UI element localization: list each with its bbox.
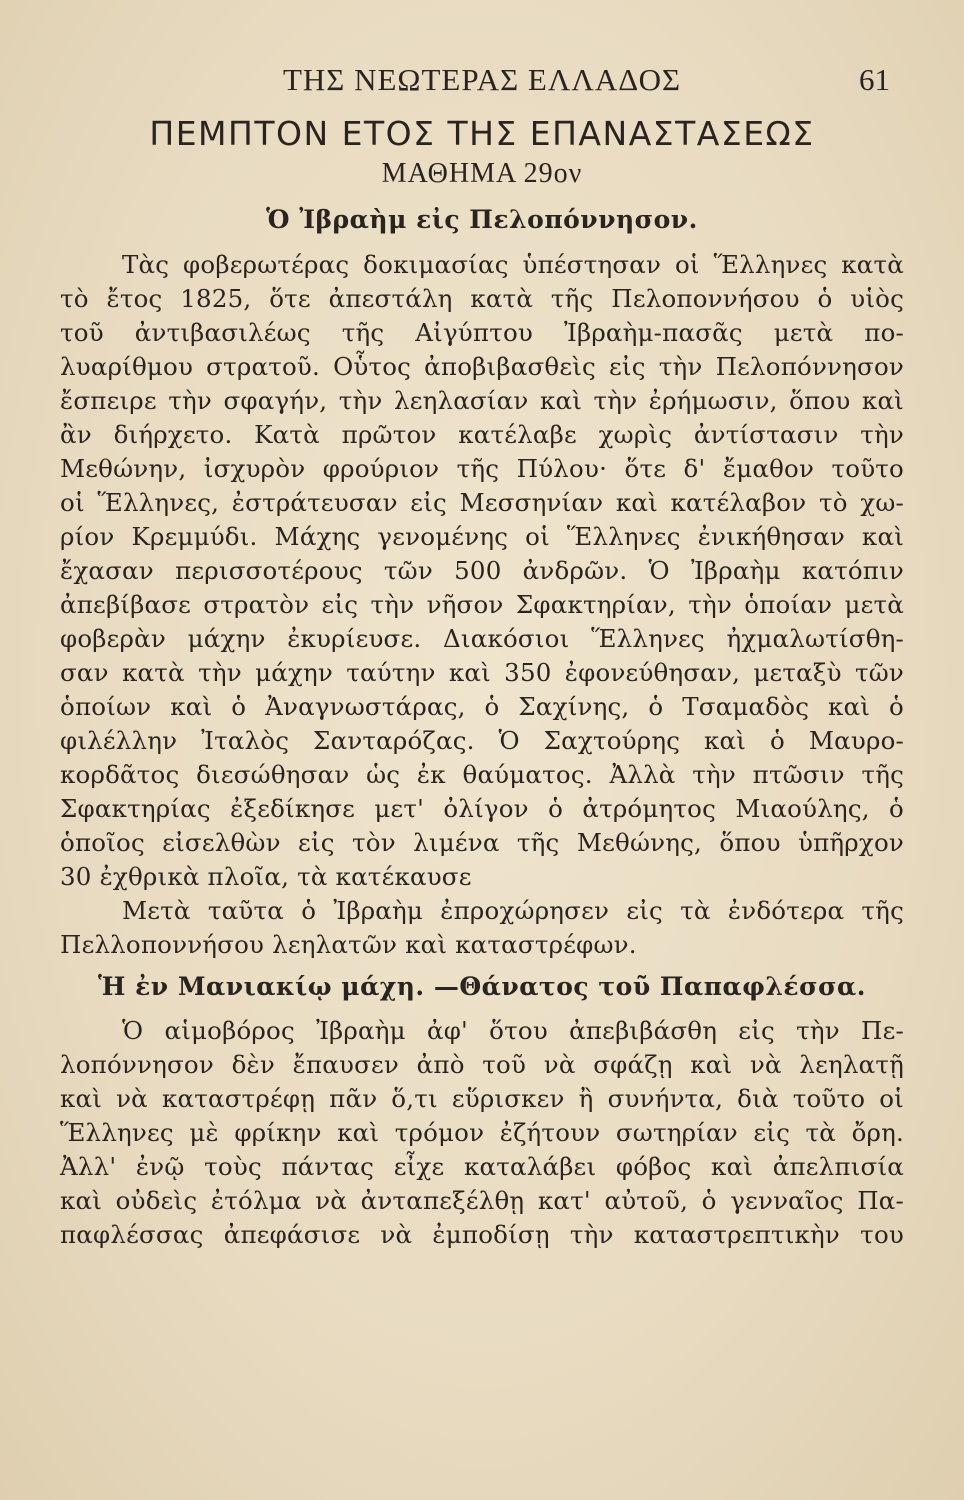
- text-line: ὁποῖος εἰσελθὼν εἰς τὸν λιμένα τῆς Μεθώνης, ὅπου ὑπῆρχον: [60, 828, 904, 857]
- text-line: ἂν διήρχετο. Κατὰ πρῶτον κατέλαβε χωρὶς ἀντίστασιν τὴν: [60, 420, 904, 449]
- text-line: τοῦ ἀντιβασιλέως τῆς Αἰγύπτου Ἰβραὴμ-πασᾶς μετὰ πο-: [60, 318, 904, 347]
- text-line: ἀπεβίβασε στρατὸν εἰς τὴν νῆσον Σφακτηρίαν, τὴν ὁποίαν μετὰ: [60, 590, 904, 619]
- text-line: τὸ ἔτος 1825, ὅτε ἀπεστάλη κατὰ τῆς Πελοποννήσου ὁ υἱὸς: [60, 284, 904, 313]
- text-line: Μεθώνην, ἰσχυρὸν φρούριον τῆς Πύλου· ὅτε δ' ἔμαθον τοῦτο: [60, 454, 904, 483]
- running-title: ΤΗΣ ΝΕΩΤΕΡΑΣ ΕΛΛΑΔΟΣ: [282, 62, 682, 97]
- text-line: Τὰς φοβερωτέρας δοκιμασίας ὑπέστησαν οἱ Ἕλληνες κατὰ: [122, 250, 904, 279]
- chapter-title: ΠΕΜΠΤΟΝ ΕΤΟΣ ΤΗΣ ΕΠΑΝΑΣΤΑΣΕΩΣ: [149, 114, 815, 153]
- text-line: ἔχασαν περισσοτέρους τῶν 500 ἀνδρῶν. Ὁ Ἰβραὴμ κατόπιν: [60, 556, 904, 585]
- section-heading-maniaki: Ἡ ἐν Μανιακίῳ μάχη. —Θάνατος τοῦ Παπαφλέσσα.: [98, 972, 866, 1001]
- text-line: φιλέλλην Ἰταλὸς Σανταρόζας. Ὁ Σαχτούρης καὶ ὁ Μαυρο-: [60, 726, 904, 755]
- text-line: παφλέσσας ἀπεφάσισε νὰ ἐμποδίσῃ τὴν καταστρεπτικὴν του: [60, 1220, 904, 1249]
- text-line: λοπόννησον δὲν ἔπαυσεν ἀπὸ τοῦ νὰ σφάζῃ καὶ νὰ λεηλατῇ: [60, 1050, 904, 1079]
- text-line: σαν κατὰ τὴν μάχην ταύτην καὶ 350 ἐφονεύθησαν, μεταξὺ τῶν: [60, 658, 904, 687]
- text-line: ρίον Κρεμμύδι. Μάχης γενομένης οἱ Ἕλληνες ἐνικήθησαν καὶ: [60, 522, 904, 551]
- text-line: καὶ νὰ καταστρέφῃ πᾶν ὅ,τι εὕρισκεν ἢ συνήντα, διὰ τοῦτο οἱ: [60, 1084, 904, 1113]
- text-line: 30 ἐχθρικὰ πλοῖα, τὰ κατέκαυσε: [60, 862, 472, 891]
- text-line: Πελλοποννήσου λεηλατῶν καὶ καταστρέφων.: [60, 930, 637, 959]
- page-number: 61: [859, 62, 890, 97]
- text-line: Ἀλλ' ἐνῷ τοὺς πάντας εἶχε καταλάβει φόβος καὶ ἀπελπισία: [60, 1152, 904, 1181]
- lesson-title: ΜΑΘΗΜΑ 29ον: [381, 158, 583, 189]
- text-line: Σφακτηρίας ἐξεδίκησε μετ' ὀλίγον ὁ ἀτρόμητος Μιαούλης, ὁ: [60, 794, 904, 823]
- text-line: Ὁ αἱμοβόρος Ἰβραὴμ ἀφ' ὅτου ἀπεβιβάσθη εἰς τὴν Πε-: [122, 1016, 904, 1045]
- text-line: λυαρίθμου στρατοῦ. Οὗτος ἀποβιβασθεὶς εἰς τὴν Πελοπόννησον: [60, 352, 904, 381]
- text-line: καὶ οὐδεὶς ἐτόλμα νὰ ἀνταπεξέλθῃ κατ' αὐτοῦ, ὁ γενναῖος Πα-: [60, 1186, 904, 1215]
- text-line: ἔσπειρε τὴν σφαγήν, τὴν λεηλασίαν καὶ τὴν ἐρήμωσιν, ὅπου καὶ: [60, 386, 904, 415]
- section-heading-ibrahim: Ὁ Ἰβραὴμ εἰς Πελοπόννησον.: [266, 205, 698, 234]
- text-line: οἱ Ἕλληνες, ἐστράτευσαν εἰς Μεσσηνίαν καὶ κατέλαβον τὸ χω-: [60, 488, 904, 517]
- text-line: φοβερὰν μάχην ἐκυρίευσε. Διακόσιοι Ἕλληνες ἠχμαλωτίσθη-: [60, 624, 904, 653]
- text-line: κορδᾶτος διεσώθησαν ὡς ἐκ θαύματος. Ἀλλὰ τὴν πτῶσιν τῆς: [60, 760, 904, 789]
- running-head: [60, 62, 904, 106]
- text-line: Ἕλληνες μὲ φρίκην καὶ τρόμον ἐζήτουν σωτηρίαν εἰς τὰ ὄρη.: [60, 1118, 904, 1147]
- text-line: Μετὰ ταῦτα ὁ Ἰβραὴμ ἐπροχώρησεν εἰς τὰ ἐνδότερα τῆς: [122, 896, 904, 925]
- text-line: ὁποίων καὶ ὁ Ἀναγνωστάρας, ὁ Σαχίνης, ὁ Τσαμαδὸς καὶ ὁ: [60, 692, 904, 721]
